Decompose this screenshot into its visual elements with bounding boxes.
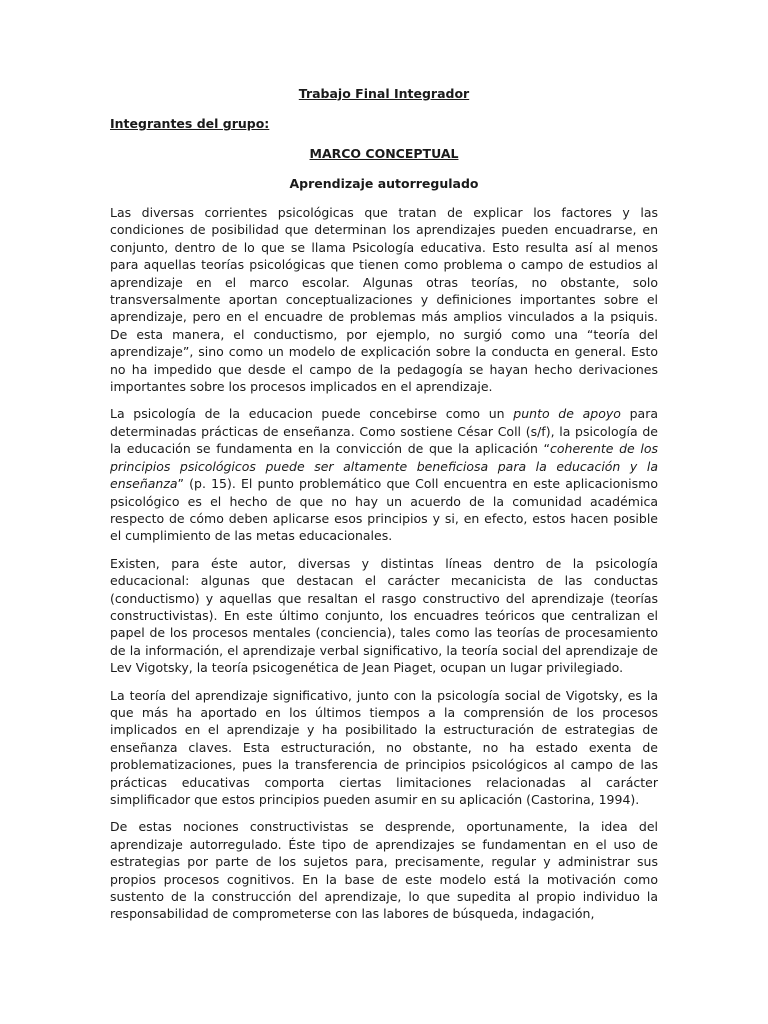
group-members-label: Integrantes del grupo:	[110, 116, 270, 131]
paragraph-2	[110, 405, 658, 544]
subsection-title: Aprendizaje autorregulado	[289, 176, 479, 191]
paragraph-2-part-1: La psicología de la educacion puede concebirse como un	[110, 406, 514, 422]
paragraph-5: De estas nociones constructivistas se desprende, oportunamente, la idea del aprendizaje autorregulado. Éste tipo de aprendizajes se fundamentan en el uso de estrategias por parte de los sujetos para, precisamente, regular y administrar sus propios procesos cognitivos. En la base de este modelo está la motivación como sustento de la construcción del aprendizaje, lo que supedita al propio individuo la responsabilidad de comprometerse con las labores de búsqueda, indagación,	[110, 819, 658, 922]
paragraph-2-part-3: ” (p. 15). El punto problemático que Coll encuentra en este aplicacionismo psicológico es el hecho de que no hay un acuerdo de la comunidad académica respecto de cómo deben aplicarse esos principios y si, en efecto, estos hacen posible el cumplimiento de las metas educacionales.	[110, 476, 658, 544]
paragraph-4: La teoría del aprendizaje significativo, junto con la psicología social de Vigotsky, es la que más ha aportado en los últimos tiempos a la comprensión de los procesos implicados en el aprendizaje y ha posibilitado la estructuración de estrategias de enseñanza claves. Esta estructuración, no obstante, no ha estado exenta de problematizaciones, pues la transferencia de principios psicológicos al campo de las prácticas educativas comporta ciertas limitaciones relacionadas al carácter simplificador que estos principios pueden asumir en su aplicación (Castorina, 1994).	[110, 687, 658, 807]
section-title: MARCO CONCEPTUAL	[309, 146, 459, 161]
paragraph-2-italic-1: punto de apoyo	[513, 406, 621, 422]
document-title: Trabajo Final Integrador	[298, 86, 470, 101]
paragraph-3: Existen, para éste autor, diversas y distintas líneas dentro de la psicología educacional: algunas que destacan el carácter mecanicista de las conductas (conductismo) y aquellas que resaltan el rasgo constructivo del aprendizaje (teorías constructivistas). En este último conjunto, los encuadres teóricos que centralizan el papel de los procesos mentales (conciencia), tales como las teorías de procesamiento de la información, el aprendizaje verbal significativo, la teoría social del aprendizaje de Lev Vigotsky, la teoría psicogenética de Jean Piaget, ocupan un lugar privilegiado.	[110, 555, 658, 676]
paragraph-2-italic-2: coherente de los principios psicológicos puede ser altamente beneficiosa para la educación y la enseñanza	[110, 441, 658, 492]
paragraph-2-part-2: para determinadas prácticas de enseñanza. Como sostiene César Coll (s/f), la psicología de la educación se fundamenta en la convicción de que la aplicación “	[110, 406, 659, 457]
paragraph-1: Las diversas corrientes psicológicas que tratan de explicar los factores y las condiciones de posibilidad que determinan los aprendizajes pueden encuadrarse, en conjunto, dentro de lo que se llama Psicología educativa. Esto resulta así al menos para aquellas teorías psicológicas que tienen como problema o campo de estudios al aprendizaje en el marco escolar. Algunas otras teorías, no obstante, solo transversalmente aportan conceptualizaciones y definiciones importantes sobre el aprendizaje, pero en el encuadre de problemas más amplios vinculados a la psiquis. De esta manera, el conductismo, por ejemplo, no surgió como una “teoría del aprendizaje”, sino como un modelo de explicación sobre la conducta en general. Esto no ha impedido que desde el campo de la pedagogía se hayan hecho derivaciones importantes sobre los procesos implicados en el aprendizaje.	[110, 205, 658, 395]
